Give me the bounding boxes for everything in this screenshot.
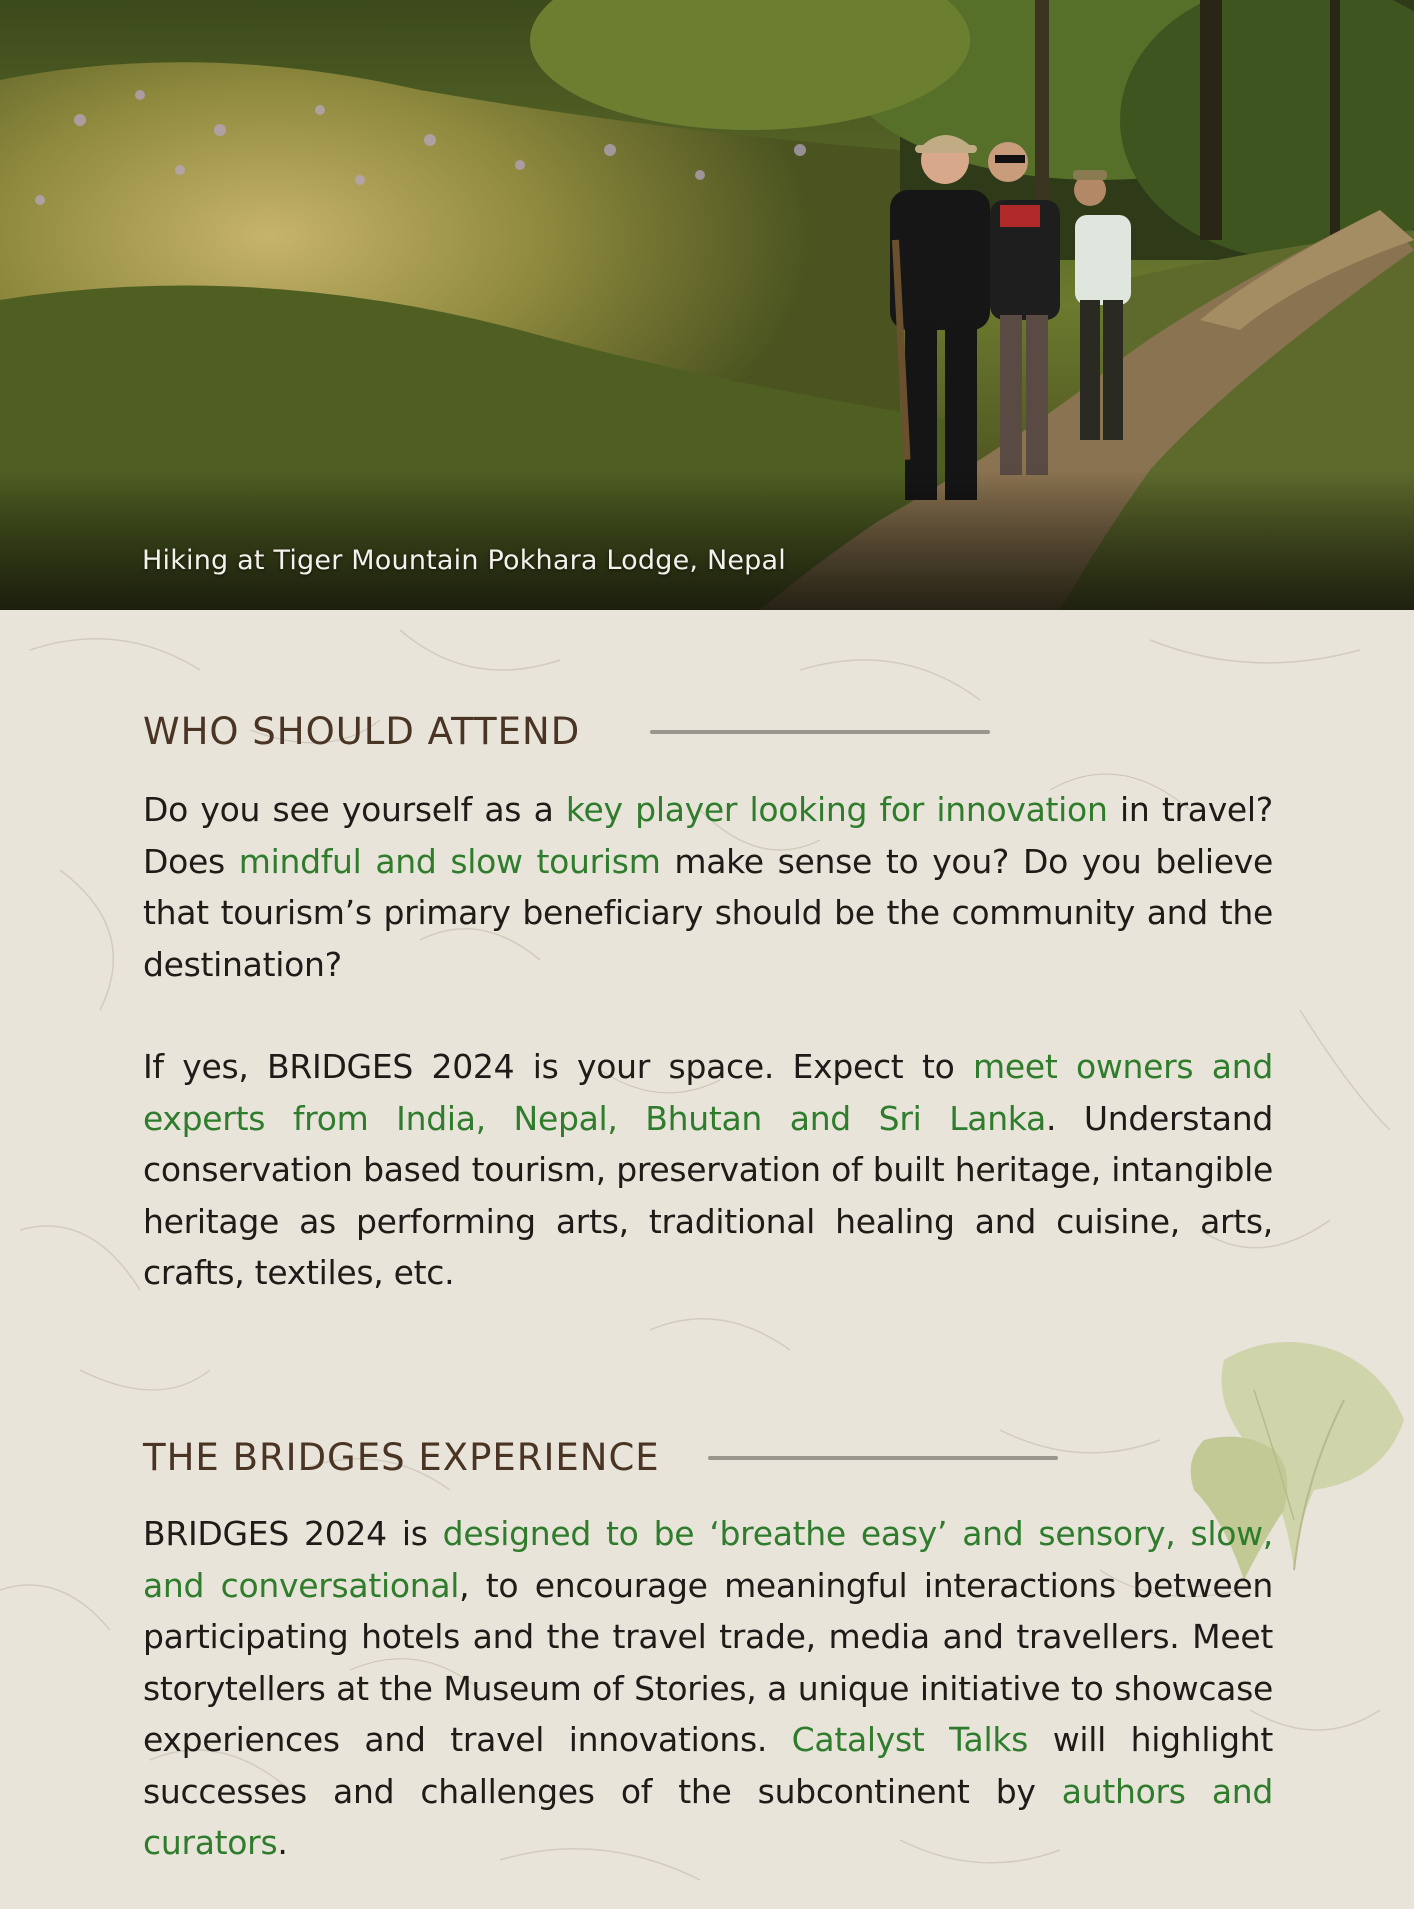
photo-caption: Hiking at Tiger Mountain Pokhara Lodge, Nepal [142,545,786,576]
content-section [0,610,1414,1909]
body-text: BRIDGES 2024 is [143,1514,443,1553]
highlight-text: mindful and slow tourism [238,841,661,881]
highlight-text: authors and curators [143,1771,1273,1862]
who-should-attend-paragraph-1 [143,784,1273,990]
highlight-text: designed to be ‘breathe easy’ and sensory, slow, and conversational [143,1514,1273,1605]
body-text: . [277,1823,288,1862]
who-should-attend-heading: WHO SHOULD ATTEND [143,710,581,753]
who-should-attend-paragraph-2 [143,1041,1273,1299]
body-text: will highlight successes and challenges of the subcontinent by [143,1720,1274,1811]
highlight-text: meet owners and experts from India, Nepal, Bhutan and Sri Lanka [143,1047,1273,1138]
highlight-text: key player looking for innovation [565,790,1108,829]
bridges-experience-heading: THE BRIDGES EXPERIENCE [143,1436,660,1479]
highlight-text: Catalyst Talks [791,1720,1029,1759]
bridges-experience-heading-row [143,1436,1058,1479]
heading-divider [708,1456,1058,1460]
body-text: , to encourage meaningful interactions between participating hotels and the travel trade, media and travellers. Meet storytellers at the Museum of Stories, a unique initiative to showcase experiences and travel innovations. [143,1565,1273,1759]
body-text: make sense to you? Do you believe that tourism’s primary beneficiary should be the community and the destination? [143,841,1273,984]
who-should-attend-heading-row [143,710,990,753]
body-text: in travel? Does [143,790,1274,881]
body-text: Do you see yourself as a [143,790,566,829]
body-text: . Understand conservation based tourism, preservation of built heritage, intangible heritage as performing arts, traditional healing and cuisine, arts, crafts, textiles, etc. [143,1098,1273,1292]
bridges-experience-paragraph [143,1508,1273,1869]
body-text: If yes, BRIDGES 2024 is your space. Expect to [143,1047,973,1086]
heading-divider [650,730,990,734]
hikers-on-forest-trail-photo [0,0,1414,610]
hero-photo [0,0,1414,610]
